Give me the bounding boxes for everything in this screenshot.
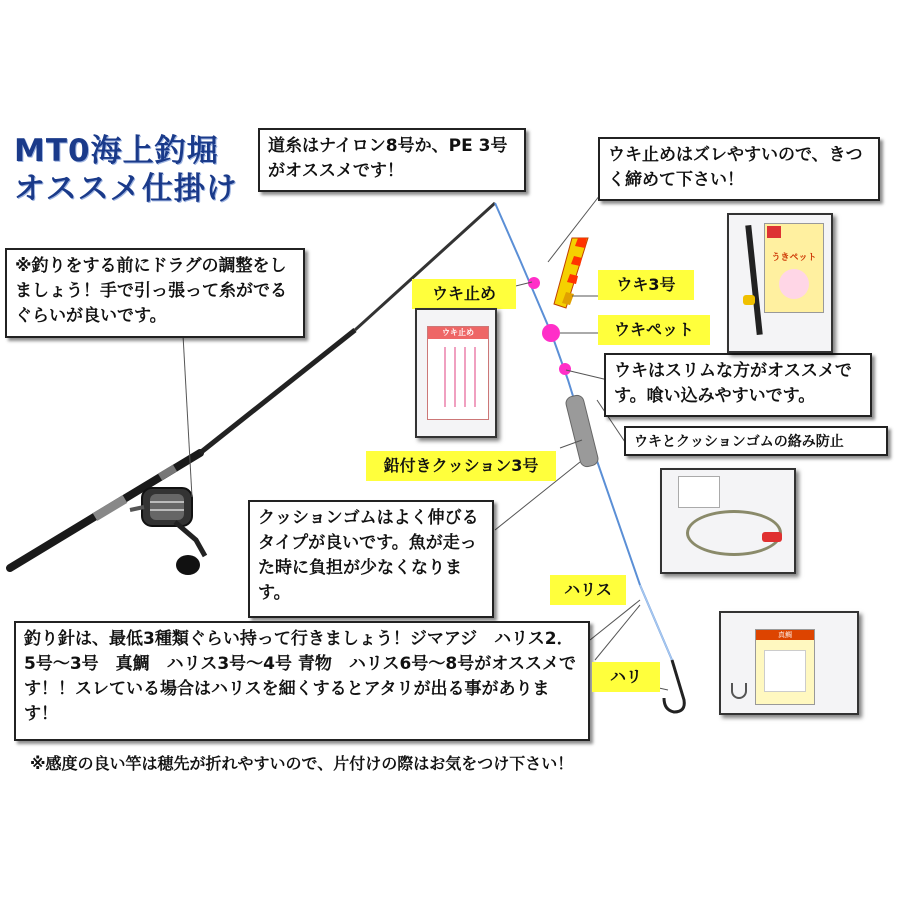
float-size-label: ウキ3号 — [598, 270, 694, 300]
weighted-cushion-label: 鉛付きクッション3号 — [366, 451, 556, 481]
float-pet-label: ウキペット — [598, 315, 710, 345]
hook-package-text: 真鯛 — [756, 630, 814, 640]
hook-advice-note: 釣り針は、最低3種類ぐらい持って行きましょう！ジマアジ ハリス2．5号～3号 真鯛 ハリス3号～4号 青物 ハリス6号～8号がオススメです！！スレている場合はハリスを細くするとアタリが出る事があります！ — [14, 621, 590, 741]
slim-float-note: ウキはスリムな方がオススメです。喰い込みやすいです。 — [604, 353, 872, 417]
spinning-reel-icon — [130, 488, 205, 575]
line-recommendation-note: 道糸はナイロン8号か、PE 3号がオススメです！ — [258, 128, 526, 192]
drag-adjust-note: ※釣りをする前にドラグの調整をしましょう！手で引っ張って糸がでるぐらいが良いです。 — [5, 248, 305, 338]
float-stopper-photo — [415, 308, 497, 438]
tangle-prevention-note: ウキとクッションゴムの絡み防止 — [624, 426, 888, 456]
stopper-package-text: ウキ止め — [428, 327, 488, 339]
hook-icon — [664, 660, 684, 712]
float-stopper-note: ウキ止めはズレやすいので、きつく締めて下さい！ — [598, 137, 880, 201]
title-line-2: オススメ仕掛け — [14, 171, 238, 207]
pet-package-text: うきペット — [771, 253, 817, 263]
rod-caution-text: ※感度の良い竿は穂先が折れやすいので、片付けの際はお気をつけ下さい！ — [30, 754, 574, 773]
page-title — [14, 132, 274, 208]
hook-package-photo — [719, 611, 859, 715]
hook-label: ハリ — [592, 662, 660, 692]
float-pet-photo — [727, 213, 833, 353]
leader-label: ハリス — [550, 575, 626, 605]
title-line-1: MT0海上釣堀 — [14, 133, 219, 169]
cushion-rubber-note: クッションゴムはよく伸びるタイプが良いです。魚が走った時に負担が少なくなります。 — [248, 500, 494, 618]
cushion-rubber-photo — [660, 468, 796, 574]
float-stopper-label: ウキ止め — [412, 279, 516, 309]
